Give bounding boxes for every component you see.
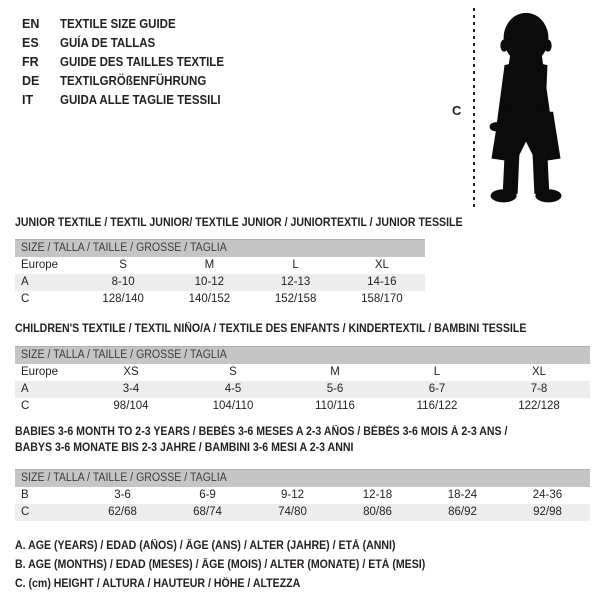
- table-cell: 68/74: [193, 506, 222, 518]
- language-guide-title: GUIDE DES TAILLES TEXTILE: [60, 54, 225, 69]
- table-cell: 12-18: [362, 489, 393, 501]
- junior-size-table: [15, 239, 425, 308]
- table-cell: L: [292, 259, 299, 271]
- section-junior-textile: [15, 215, 593, 305]
- table-cell: 9-12: [280, 489, 305, 501]
- section-title-line: JUNIOR TEXTILE / TEXTIL JUNIOR/ TEXTILE JUNIOR / JUNIORTEXTIL / JUNIOR TESSILE: [15, 217, 463, 229]
- language-row: [22, 90, 238, 109]
- language-guide-title: TEXTILGRÖßENFÜHRUNG: [60, 73, 207, 88]
- row-label: Europe: [21, 366, 59, 378]
- table-cell: 128/140: [102, 293, 144, 305]
- table-cell: 140/152: [188, 293, 231, 305]
- legend-line: B. AGE (MONTHS) / EDAD (MESES) / ÂGE (MOIS) / ALTER (MONATE) / ETÀ (MESI): [15, 559, 426, 571]
- table-cell: 152/158: [274, 293, 317, 305]
- section-childrens-textile: [15, 321, 593, 412]
- table-row: [15, 364, 590, 381]
- table-cell: 6-9: [199, 489, 216, 501]
- row-label: B: [21, 489, 29, 501]
- section-title-line: BABYS 3-6 MONATE BIS 2-3 JAHRE / BAMBINI 3-6 MESI A 2-3 ANNI: [15, 442, 354, 454]
- table-header-text: SIZE / TALLA / TAILLE / GRÖSSE / TAGLIA: [21, 242, 227, 254]
- row-label: C: [21, 400, 30, 412]
- section-babies-textile: [15, 424, 593, 518]
- table-cell: 5-6: [326, 383, 344, 395]
- table-body: [15, 487, 590, 521]
- childrens-size-table: [15, 346, 590, 415]
- table-row: [15, 291, 425, 308]
- table-cell: 3-4: [122, 383, 140, 395]
- row-label: C: [21, 293, 30, 305]
- table-cell: 92/98: [533, 506, 562, 518]
- height-measure-dashed-line: [473, 8, 475, 208]
- table-cell: 3-6: [114, 489, 131, 501]
- section-title-line: CHILDREN'S TEXTILE / TEXTIL NIÑO/A / TEXTILE DES ENFANTS / KINDERTEXTIL / BAMBINI TESSILE: [15, 323, 527, 335]
- language-row: [22, 71, 238, 90]
- language-title-list: [22, 14, 238, 109]
- section-title: [15, 215, 593, 231]
- table-cell: XS: [123, 366, 139, 378]
- section-title: [15, 424, 593, 456]
- table-cell: 110/116: [315, 400, 355, 412]
- table-cell: M: [330, 366, 340, 378]
- table-header: [15, 239, 425, 257]
- table-header: [15, 469, 590, 487]
- language-row: [22, 52, 238, 71]
- language-code: DE: [22, 73, 40, 88]
- table-body: [15, 257, 425, 308]
- table-cell: 74/80: [278, 506, 307, 518]
- table-cell: 18-24: [447, 489, 478, 501]
- table-cell: 4-5: [224, 383, 242, 395]
- height-measure-label: C: [452, 103, 462, 118]
- language-guide-title: GUIDA ALLE TAGLIE TESSILI: [60, 92, 221, 107]
- row-label: Europe: [21, 259, 59, 271]
- row-label: C: [21, 506, 30, 518]
- row-label: A: [21, 276, 29, 288]
- language-code: IT: [22, 92, 34, 107]
- language-row: [22, 14, 238, 33]
- table-row: [15, 398, 590, 415]
- table-cell: 12-13: [280, 276, 311, 288]
- table-cell: 122/128: [518, 400, 560, 412]
- table-body: [15, 364, 590, 415]
- table-cell: 8-10: [111, 276, 135, 288]
- table-cell: 7-8: [530, 383, 548, 395]
- table-header-text: SIZE / TALLA / TAILLE / GRÖSSE / TAGLIA: [21, 349, 227, 361]
- table-cell: 6-7: [428, 383, 446, 395]
- table-cell: 10-12: [194, 276, 225, 288]
- table-cell: 14-16: [367, 276, 397, 288]
- table-cell: 116/122: [416, 400, 458, 412]
- babies-size-table: [15, 469, 590, 521]
- legend-line: A. AGE (YEARS) / EDAD (AÑOS) / ÂGE (ANS) / ALTER (JAHRE) / ETÀ (ANNI): [15, 540, 396, 552]
- table-cell: 24-36: [532, 489, 563, 501]
- table-cell: S: [119, 259, 127, 271]
- table-cell: 98/104: [113, 400, 149, 412]
- table-row: [15, 381, 590, 398]
- baby-silhouette-icon: [484, 9, 568, 209]
- language-guide-title: GUÍA DE TALLAS: [60, 35, 156, 50]
- legend-list: [15, 536, 600, 593]
- table-cell: 158/170: [361, 293, 403, 305]
- table-header: [15, 346, 590, 364]
- section-title: [15, 321, 593, 337]
- table-row: [15, 257, 425, 274]
- table-cell: 80/86: [363, 506, 392, 518]
- language-guide-title: TEXTILE SIZE GUIDE: [60, 16, 176, 31]
- table-cell: XL: [374, 259, 389, 271]
- table-row: [15, 504, 590, 521]
- table-row: [15, 274, 425, 291]
- language-code: ES: [22, 35, 39, 50]
- table-cell: 62/68: [108, 506, 137, 518]
- table-cell: 104/110: [212, 400, 254, 412]
- language-code: EN: [22, 16, 40, 31]
- table-cell: XL: [531, 366, 547, 378]
- section-title-line: BABIES 3-6 MONTH TO 2-3 YEARS / BEBÉS 3-6 MESES A 2-3 AÑOS / BÉBÉS 3-6 MOIS À 2-3 ANS /: [15, 426, 508, 438]
- language-row: [22, 33, 238, 52]
- table-header-text: SIZE / TALLA / TAILLE / GRÖSSE / TAGLIA: [21, 472, 227, 484]
- language-code: FR: [22, 54, 39, 69]
- table-cell: S: [229, 366, 237, 378]
- row-label: A: [21, 383, 29, 395]
- legend-line: C. (cm) HEIGHT / ALTURA / HAUTEUR / HÖHE / ALTEZZA: [15, 578, 301, 590]
- table-cell: L: [433, 366, 441, 378]
- table-row: [15, 487, 590, 504]
- table-cell: M: [204, 259, 215, 271]
- table-cell: 86/92: [448, 506, 477, 518]
